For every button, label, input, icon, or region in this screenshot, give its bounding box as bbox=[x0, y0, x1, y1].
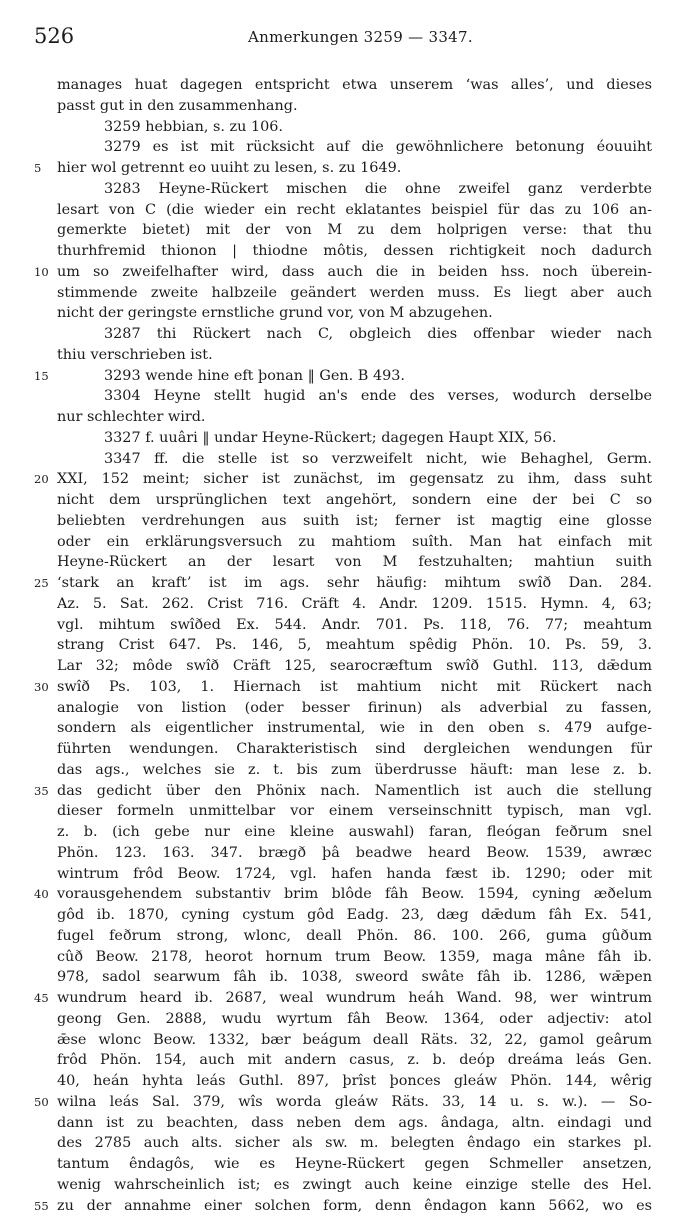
line-text: hier wol getrennt eo uuiht zu lesen, s. zu 1649. bbox=[57, 158, 652, 179]
text-line bbox=[0, 96, 687, 117]
text-line bbox=[0, 469, 687, 490]
line-number: 15 bbox=[34, 366, 56, 387]
text-line bbox=[0, 552, 687, 573]
line-text: strang Crist 647. Ps. 146, 5, meahtum spêdig Phön. 10. Ps. 59, 3. bbox=[57, 635, 652, 656]
line-text: 3304 Heyne stellt hugid an's ende des verses, wodurch derselbe bbox=[104, 386, 652, 407]
line-text: vorausgehendem substantiv brim blôde fâh Beow. 1594, cyning æðelum bbox=[57, 884, 652, 905]
line-text: führten wendungen. Charakteristisch sind dergleichen wendungen für bbox=[57, 739, 652, 760]
text-line bbox=[0, 1050, 687, 1071]
line-number: 20 bbox=[34, 469, 56, 490]
line-text: gôd ib. 1870, cyning cystum gôd Eadg. 23, dæg dǣdum fâh Ex. 541, bbox=[57, 905, 652, 926]
text-line bbox=[0, 947, 687, 968]
text-line bbox=[0, 677, 687, 698]
text-line bbox=[0, 864, 687, 885]
line-text: tantum êndagôs, wie es Heyne-Rückert gegen Schmeller ansetzen, bbox=[57, 1154, 652, 1175]
line-number: 25 bbox=[34, 573, 56, 594]
line-text: dieser formeln unmittelbar vor einem verseinschnitt typisch, man vgl. bbox=[57, 801, 652, 822]
line-number: 40 bbox=[34, 884, 56, 905]
line-text: 3287 thi Rückert nach C, obgleich dies offenbar wieder nach bbox=[104, 324, 652, 345]
text-line bbox=[0, 988, 687, 1009]
line-number: 35 bbox=[34, 781, 56, 802]
line-text: nicht dem ursprünglichen text angehört, sondern eine der bei C so bbox=[57, 490, 652, 511]
line-text: cûð Beow. 2178, heorot hornum trum Beow. 1359, maga mâne fâh ib. bbox=[57, 947, 652, 968]
line-text: wilna leás Sal. 379, wîs worda gleáw Räts. 33, 14 u. s. w.). — So- bbox=[57, 1092, 652, 1113]
line-number: 50 bbox=[34, 1092, 56, 1113]
line-text: Az. 5. Sat. 262. Crist 716. Cräft 4. Andr. 1209. 1515. Hymn. 4, 63; bbox=[57, 594, 652, 615]
text-line bbox=[0, 801, 687, 822]
text-line bbox=[0, 241, 687, 262]
text-line bbox=[0, 739, 687, 760]
text-line bbox=[0, 698, 687, 719]
line-text: beliebten verdrehungen aus suith ist; ferner ist magtig eine glosse bbox=[57, 511, 652, 532]
text-line bbox=[0, 926, 687, 947]
text-line bbox=[0, 511, 687, 532]
line-number: 10 bbox=[34, 262, 56, 283]
line-text: 3259 hebbian, s. zu 106. bbox=[104, 117, 652, 138]
line-text: stimmende zweite halbzeile geändert werden muss. Es liegt aber auch bbox=[57, 283, 652, 304]
line-text: vgl. mihtum swîðed Ex. 544. Andr. 701. Ps. 118, 76. 77; meahtum bbox=[57, 615, 652, 636]
line-text: wenig wahrscheinlich ist; es zwingt auch keine einzige stelle des Hel. bbox=[57, 1175, 652, 1196]
line-text: Lar 32; môde swîð Cräft 125, searocræftum swîð Guthl. 113, dǣdum bbox=[57, 656, 652, 677]
line-number: 30 bbox=[34, 677, 56, 698]
text-line bbox=[0, 656, 687, 677]
text-line bbox=[0, 117, 687, 138]
text-line bbox=[0, 303, 687, 324]
text-line bbox=[0, 200, 687, 221]
text-line bbox=[0, 137, 687, 158]
page-number: 526 bbox=[34, 24, 74, 48]
text-line bbox=[0, 615, 687, 636]
line-text: wundrum heard ib. 2687, weal wundrum heáh Wand. 98, wer wintrum bbox=[57, 988, 652, 1009]
text-line bbox=[0, 220, 687, 241]
text-line bbox=[0, 283, 687, 304]
text-line bbox=[0, 1009, 687, 1030]
text-line bbox=[0, 532, 687, 553]
text-line bbox=[0, 75, 687, 96]
text-line bbox=[0, 179, 687, 200]
text-line bbox=[0, 573, 687, 594]
text-line bbox=[0, 490, 687, 511]
line-text: thiu verschrieben ist. bbox=[57, 345, 652, 366]
line-text: 3283 Heyne-Rückert mischen die ohne zweifel ganz verderbte bbox=[104, 179, 652, 200]
text-line bbox=[0, 822, 687, 843]
line-text: wintrum frôd Beow. 1724, vgl. hafen handa fæst ib. 1290; oder mit bbox=[57, 864, 652, 885]
text-line bbox=[0, 407, 687, 428]
annotation-text bbox=[0, 75, 687, 1216]
line-text: lesart von C (die wieder ein recht eklatantes beispiel für das zu 106 an- bbox=[57, 200, 652, 221]
text-line bbox=[0, 1175, 687, 1196]
line-text: 3279 es ist mit rücksicht auf die gewöhnlichere betonung éouuiht bbox=[104, 137, 652, 158]
text-line bbox=[0, 718, 687, 739]
text-line bbox=[0, 449, 687, 470]
line-text: 978, sadol searwum fâh ib. 1038, sweord swâte fâh ib. 1286, wǣpen bbox=[57, 967, 652, 988]
line-text: um so zweifelhafter wird, dass auch die in beiden hss. noch überein- bbox=[57, 262, 652, 283]
line-text: frôd Phön. 154, auch mit andern casus, z. b. deóp dreáma leás Gen. bbox=[57, 1050, 652, 1071]
line-text: 3327 f. uuâri ‖ undar Heyne-Rückert; dagegen Haupt XIX, 56. bbox=[104, 428, 652, 449]
text-line bbox=[0, 843, 687, 864]
text-line bbox=[0, 884, 687, 905]
line-number: 45 bbox=[34, 988, 56, 1009]
line-text: das gedicht über den Phönix nach. Namentlich ist auch die stellung bbox=[57, 781, 652, 802]
line-text: gemerkte bietet) mit der von M zu dem holprigen verse: that thu bbox=[57, 220, 652, 241]
text-line bbox=[0, 781, 687, 802]
text-line bbox=[0, 324, 687, 345]
line-text: thurhfremid thionon | thiodne môtis, dessen richtigkeit noch dadurch bbox=[57, 241, 652, 262]
text-line bbox=[0, 905, 687, 926]
line-text: nicht der geringste ernstliche grund vor, von M abzugehen. bbox=[57, 303, 652, 324]
text-line bbox=[0, 1092, 687, 1113]
text-line bbox=[0, 760, 687, 781]
line-text: das ags., welches sie z. t. bis zum überdrusse häuft: man lese z. b. bbox=[57, 760, 652, 781]
line-number: 5 bbox=[34, 158, 56, 179]
line-text: sondern als eigentlicher instrumental, wie in den oben s. 479 aufge- bbox=[57, 718, 652, 739]
text-line bbox=[0, 262, 687, 283]
text-line bbox=[0, 1196, 687, 1216]
line-text: ǣse wlonc Beow. 1332, bær beágum deall Räts. 32, 22, gamol geârum bbox=[57, 1030, 652, 1051]
line-text: ‘stark an kraft’ ist im ags. sehr häufig: mihtum swîð Dan. 284. bbox=[57, 573, 652, 594]
line-text: passt gut in den zusammenhang. bbox=[57, 96, 652, 117]
text-line bbox=[0, 1133, 687, 1154]
text-line bbox=[0, 967, 687, 988]
line-text: z. b. (ich gebe nur eine kleine auswahl) faran, fleógan feðrum snel bbox=[57, 822, 652, 843]
text-line bbox=[0, 1030, 687, 1051]
text-line bbox=[0, 386, 687, 407]
line-text: geong Gen. 2888, wudu wyrtum fâh Beow. 1364, oder adjectiv: atol bbox=[57, 1009, 652, 1030]
text-line bbox=[0, 1154, 687, 1175]
line-text: XXI, 152 meint; sicher ist zunächst, im gegensatz zu ihm, dass suht bbox=[57, 469, 652, 490]
line-text: oder ein erklärungsversuch zu mahtiom suîth. Man hat einfach mit bbox=[57, 532, 652, 553]
line-text: Phön. 123. 163. 347. brægð þâ beadwe heard Beow. 1539, awræc bbox=[57, 843, 652, 864]
text-line bbox=[0, 158, 687, 179]
line-text: analogie von listion (oder besser firinun) als adverbial zu fassen, bbox=[57, 698, 652, 719]
line-text: Heyne-Rückert an der lesart von M festzuhalten; mahtiun suith bbox=[57, 552, 652, 573]
text-line bbox=[0, 594, 687, 615]
line-text: zu der annahme einer solchen form, denn êndagon kann 5662, wo es bbox=[57, 1196, 652, 1216]
line-text: swîð Ps. 103, 1. Hiernach ist mahtium nicht mit Rückert nach bbox=[57, 677, 652, 698]
line-text: dann ist zu beachten, dass neben dem ags. ândaga, altn. eindagi und bbox=[57, 1113, 652, 1134]
line-text: fugel feðrum strong, wlonc, deall Phön. 86. 100. 266, guma gûðum bbox=[57, 926, 652, 947]
text-line bbox=[0, 635, 687, 656]
line-text: 3347 ff. die stelle ist so verzweifelt nicht, wie Behaghel, Germ. bbox=[104, 449, 652, 470]
page-header bbox=[0, 24, 687, 52]
line-text: des 2785 auch alts. sicher als sw. m. belegten êndago ein starkes pl. bbox=[57, 1133, 652, 1154]
line-text: 3293 wende hine eft þonan ‖ Gen. B 493. bbox=[104, 366, 652, 387]
line-text: 40, heán hyhta leás Guthl. 897, þrîst þonces gleáw Phön. 144, wêrig bbox=[57, 1071, 652, 1092]
text-line bbox=[0, 1113, 687, 1134]
text-line bbox=[0, 428, 687, 449]
text-line bbox=[0, 345, 687, 366]
text-line bbox=[0, 366, 687, 387]
line-text: nur schlechter wird. bbox=[57, 407, 652, 428]
line-number: 55 bbox=[34, 1196, 56, 1216]
line-text: manages huat dagegen entspricht etwa unserem ‘was alles’, und dieses bbox=[57, 75, 652, 96]
text-line bbox=[0, 1071, 687, 1092]
running-title: Anmerkungen 3259 — 3347. bbox=[248, 28, 473, 46]
